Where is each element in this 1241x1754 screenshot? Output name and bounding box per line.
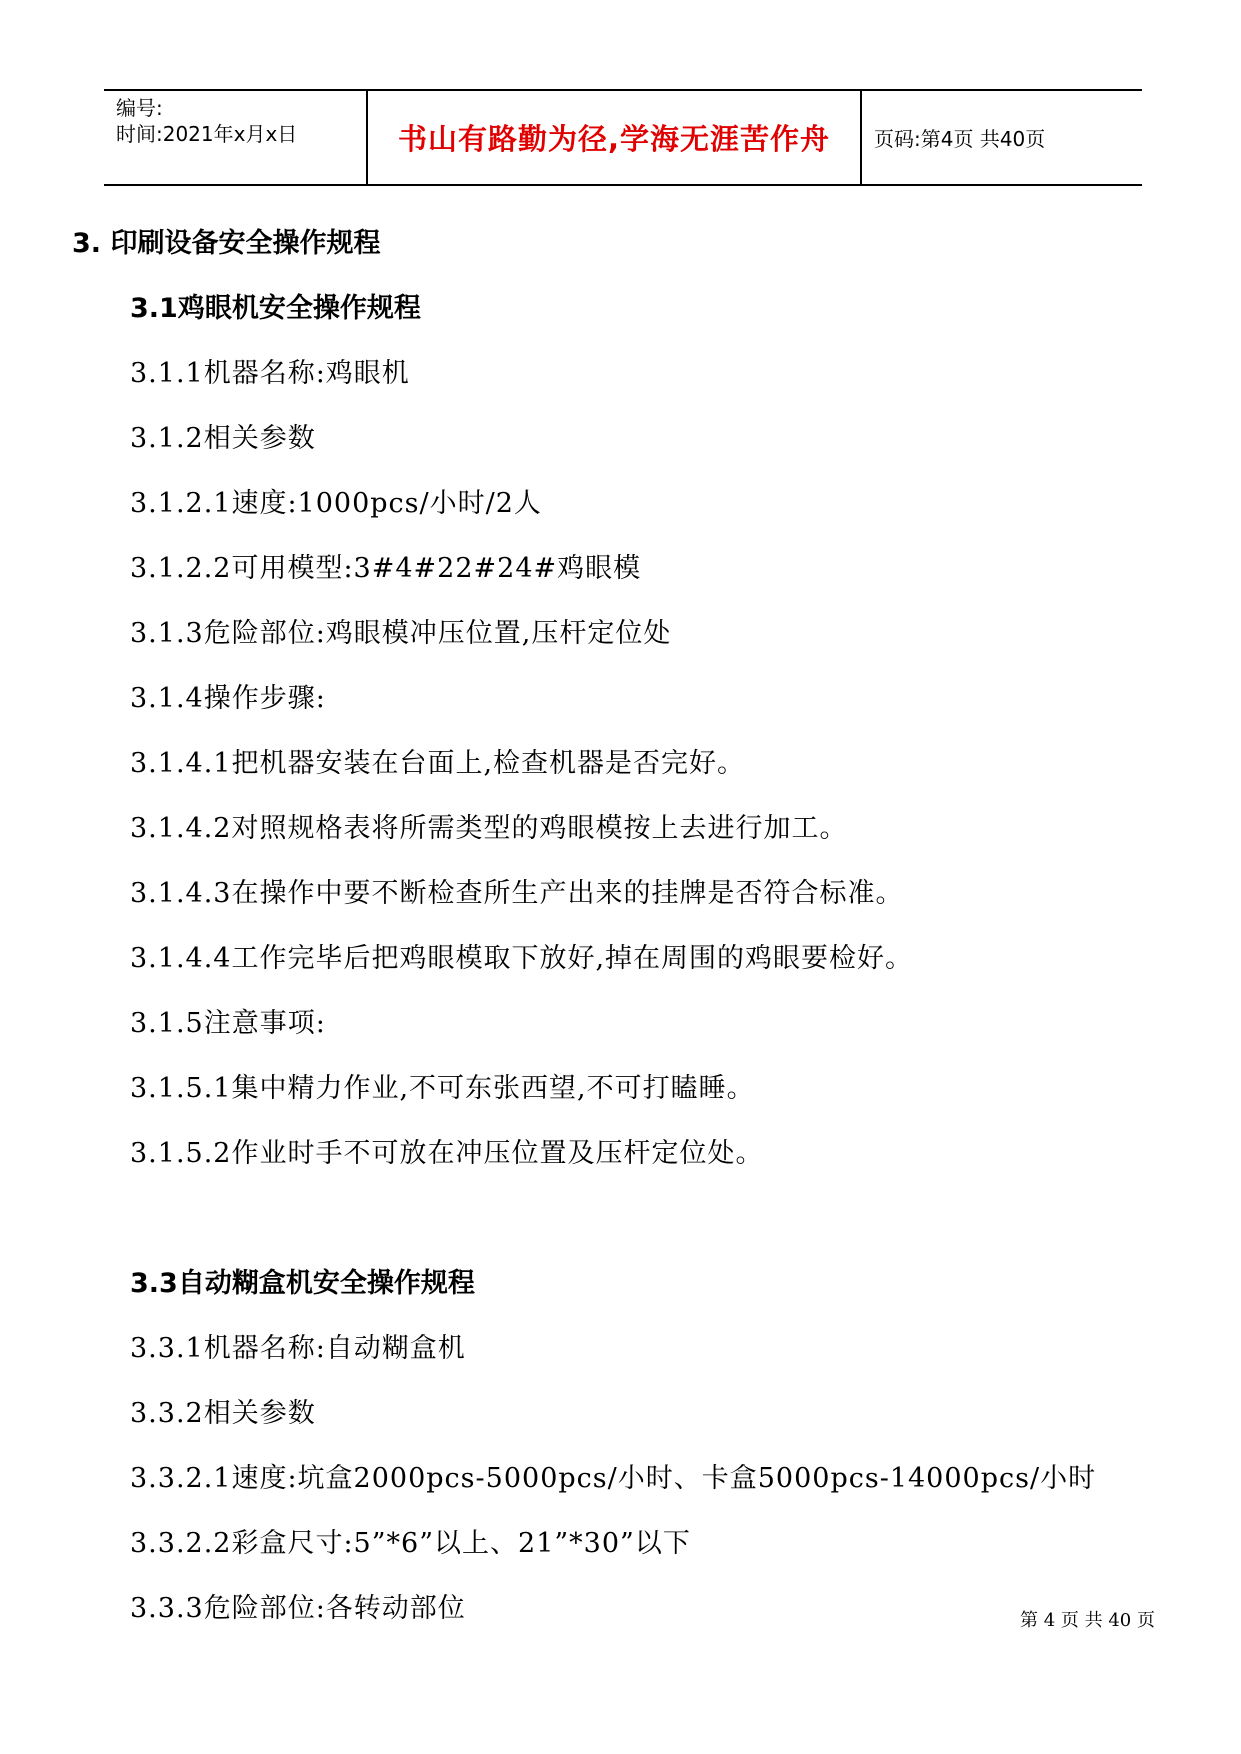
subsection-title: 3.1鸡眼机安全操作规程 <box>130 293 421 324</box>
content-line: 3.1.2相关参数 <box>130 423 316 454</box>
subsection-title: 3.3自动糊盒机安全操作规程 <box>130 1268 475 1299</box>
header-page-number: 页码:第4页 共40页 <box>874 127 1046 151</box>
content-line: 3.3.2.1速度:坑盒2000pcs-5000pcs/小时、卡盒5000pcs-14000pcs/小时 <box>130 1463 1097 1494</box>
content-line: 3.3.1机器名称:自动糊盒机 <box>130 1333 466 1364</box>
content-line: 3.3.2.2彩盒尺寸:5”*6”以上、21”*30”以下 <box>130 1528 691 1559</box>
content-line: 3.1.4.2对照规格表将所需类型的鸡眼模按上去进行加工。 <box>130 813 848 844</box>
motto-text: 书山有路勤为径,学海无涯苦作舟 <box>397 122 831 156</box>
content-line: 3.1.4.1把机器安装在台面上,检查机器是否完好。 <box>130 748 746 779</box>
content-line: 3.1.1机器名称:鸡眼机 <box>130 358 410 389</box>
content-line: 3.1.2.2可用模型:3#4#22#24#鸡眼模 <box>130 553 642 584</box>
content-line: 3.1.3危险部位:鸡眼模冲压位置,压杆定位处 <box>130 618 672 649</box>
doc-time-label: 时间:2021年x月x日 <box>116 122 298 146</box>
doc-number-label: 编号: <box>116 96 163 120</box>
content-line: 3.1.5注意事项: <box>130 1008 326 1039</box>
content-line: 3.1.4.3在操作中要不断检查所生产出来的挂牌是否符合标准。 <box>130 878 904 909</box>
page-footer-number: 第 4 页 共 40 页 <box>1020 1610 1155 1631</box>
header-page-cell <box>862 91 1142 184</box>
content-line: 3.1.4操作步骤: <box>130 683 326 714</box>
header-meta-cell <box>104 91 368 184</box>
content-line: 3.1.5.1集中精力作业,不可东张西望,不可打瞌睡。 <box>130 1073 755 1104</box>
content-line: 3.1.2.1速度:1000pcs/小时/2人 <box>130 488 542 519</box>
content-line: 3.3.2相关参数 <box>130 1398 316 1429</box>
header-motto-cell <box>368 91 862 184</box>
section-title: 3. 印刷设备安全操作规程 <box>72 228 381 259</box>
content-line: 3.1.4.4工作完毕后把鸡眼模取下放好,掉在周围的鸡眼要检好。 <box>130 943 914 974</box>
page-header <box>104 89 1142 186</box>
content-line: 3.1.5.2作业时手不可放在冲压位置及压杆定位处。 <box>130 1138 764 1169</box>
content-line: 3.3.3危险部位:各转动部位 <box>130 1593 466 1624</box>
